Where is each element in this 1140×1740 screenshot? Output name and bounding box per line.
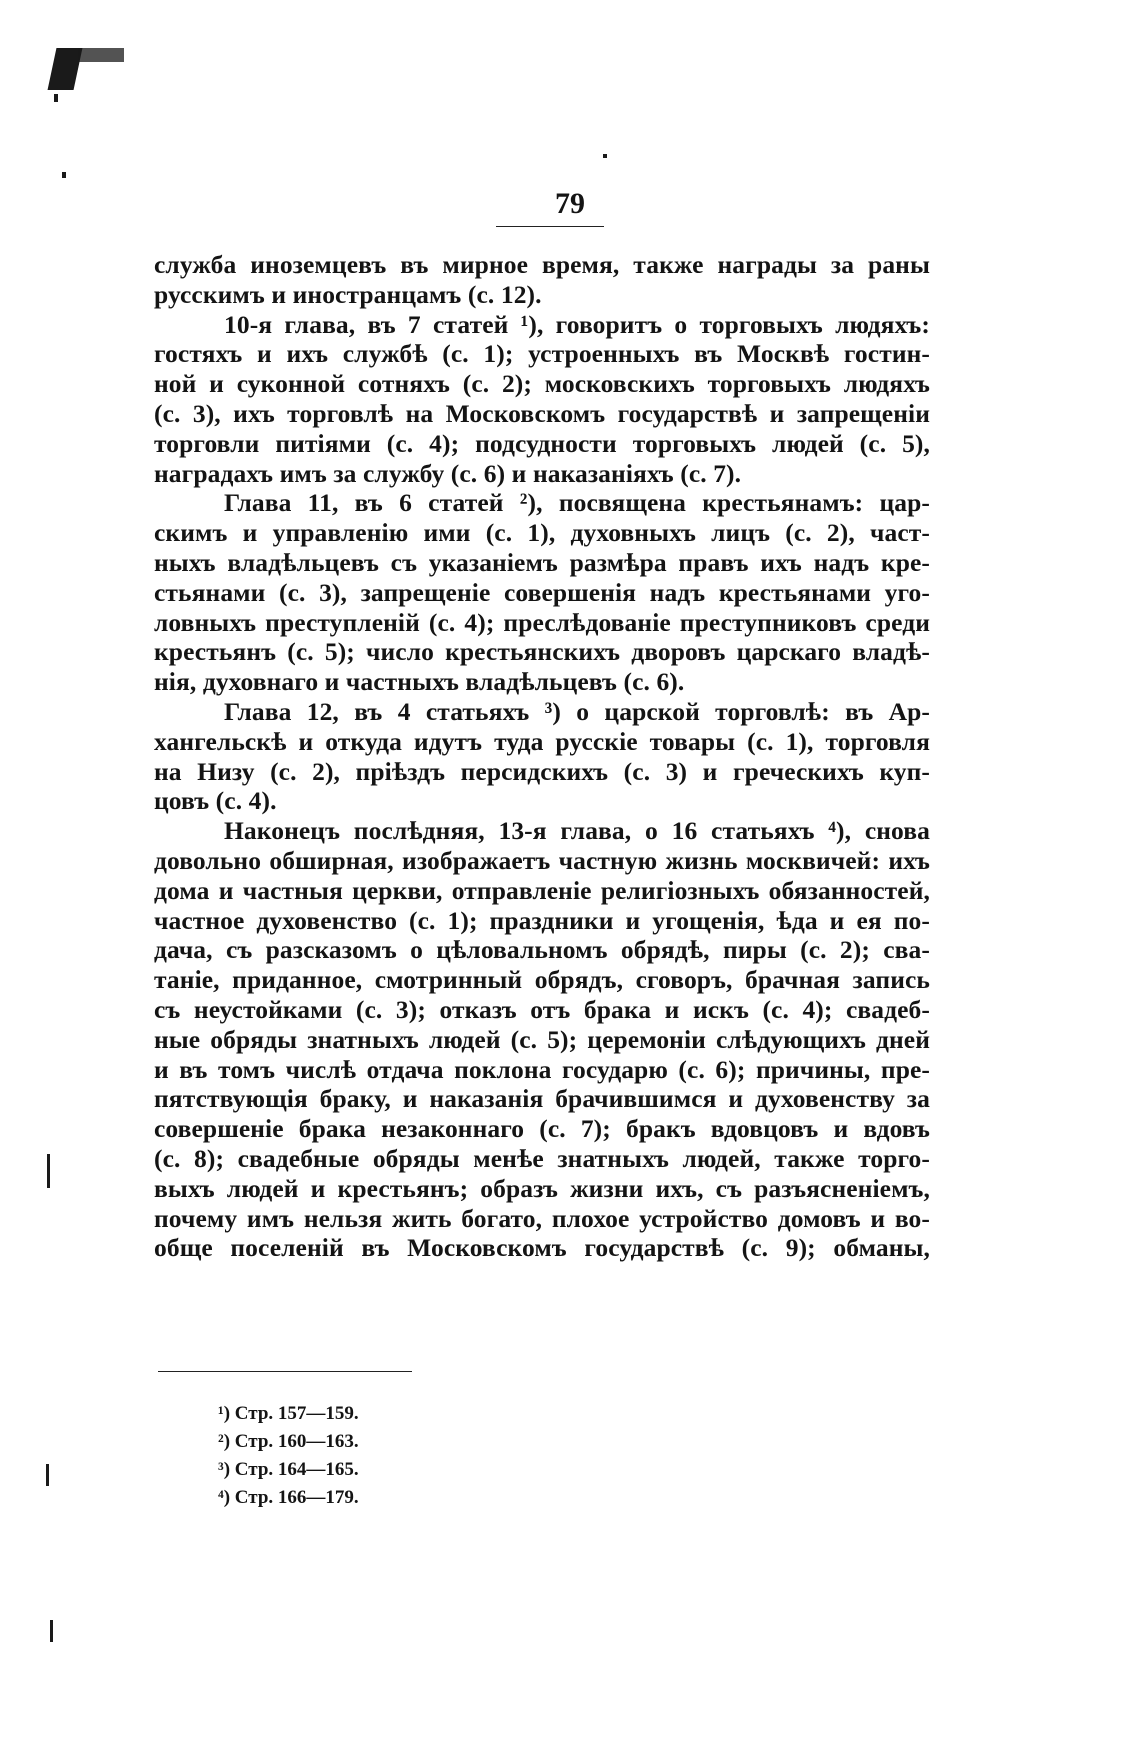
text-line: русскимъ и иностранцамъ (с. 12).	[154, 279, 542, 309]
text-line: наградахъ имъ за службу (с. 6) и наказаніяхъ (с. 7).	[154, 458, 742, 488]
scan-corner-mark	[78, 48, 124, 62]
text-line: нія, духовнаго и частныхъ владѣльцевъ (с. 6).	[154, 667, 685, 697]
header-rule	[496, 226, 604, 227]
scan-speck	[603, 154, 607, 158]
footnote-text: Стр. 164—165.	[234, 1459, 359, 1480]
text-line: довольно обширная, изображаетъ частную жизнь москвичей: ихъ	[154, 845, 930, 875]
text-line: пятствующія браку, и наказанія брачившимся и духовенству за	[154, 1084, 930, 1114]
scan-speck	[62, 172, 66, 178]
body-text	[154, 250, 930, 1263]
text-line: выхъ людей и крестьянъ; образъ жизни ихъ, съ разъясненіемъ,	[154, 1173, 930, 1203]
scan-speck	[46, 1464, 49, 1486]
scan-speck	[50, 1620, 53, 1642]
text-line: совершеніе брака незаконнаго (с. 7); бракъ вдовцовъ и вдовъ	[154, 1114, 930, 1144]
footnote	[218, 1456, 359, 1484]
text-line: обще поселеній въ Московскомъ государствѣ (с. 9); обманы,	[154, 1233, 930, 1263]
text-line: ныхъ владѣльцевъ съ указаніемъ размѣра правъ ихъ надъ кре-	[154, 547, 930, 577]
text-line: ные обряды знатныхъ людей (с. 5); церемоніи слѣдующихъ дней	[154, 1024, 930, 1054]
text-line: гостяхъ и ихъ службѣ (с. 1); устроенныхъ въ Москвѣ гостин-	[154, 339, 930, 369]
text-line: и въ томъ числѣ отдача поклона государю (с. 6); причины, пре-	[154, 1054, 930, 1084]
text-line: ной и суконной сотняхъ (с. 2); московскихъ торговыхъ людяхъ	[154, 369, 930, 399]
text-line: Наконецъ послѣдняя, 13-я глава, о 16 статьяхъ ⁴), снова	[224, 816, 930, 846]
text-line: ловныхъ преступленій (с. 4); преслѣдованіе преступниковъ среди	[154, 607, 930, 637]
text-line: (с. 8); свадебные обряды менѣе знатныхъ людей, также торго-	[154, 1143, 930, 1173]
footnote-text: Стр. 160—163.	[234, 1431, 359, 1452]
footnote	[218, 1428, 359, 1456]
footnote-text: Стр. 166—179.	[234, 1487, 359, 1508]
text-line: 10-я глава, въ 7 статей ¹), говоритъ о торговыхъ людяхъ:	[224, 309, 930, 339]
text-line: почему имъ нельзя жить богато, плохое устройство домовъ и во-	[154, 1203, 930, 1233]
footnote-text: Стр. 157—159.	[234, 1403, 359, 1424]
footnote-marker: ³)	[218, 1459, 231, 1480]
text-line: торговли питіями (с. 4); подсудности торговыхъ людей (с. 5),	[154, 428, 930, 458]
text-line: цовъ (с. 4).	[154, 786, 277, 816]
footnote-rule	[158, 1371, 412, 1372]
footnote-marker: ⁴)	[218, 1487, 231, 1508]
footnote	[218, 1484, 359, 1512]
text-line: служба иноземцевъ въ мирное время, также награды за раны	[154, 250, 930, 279]
text-line: крестьянъ (с. 5); число крестьянскихъ дворовъ царскаго владѣ-	[154, 637, 930, 667]
page-number: 79	[555, 187, 585, 220]
text-line: стьянами (с. 3), запрещеніе совершенія надъ крестьянами уго-	[154, 577, 930, 607]
text-line: частное духовенство (с. 1); праздники и угощенія, ѣда и ея по-	[154, 905, 930, 935]
text-line: хангельскѣ и откуда идутъ туда русскіе товары (с. 1), торговля	[154, 726, 930, 756]
footnotes	[218, 1400, 359, 1512]
text-line: таніе, приданное, смотринный обрядъ, сговоръ, брачная запись	[154, 965, 930, 995]
text-line: на Низу (с. 2), пріѣздъ персидскихъ (с. 3) и греческихъ куп-	[154, 756, 930, 786]
footnote-marker: ²)	[218, 1431, 231, 1452]
scan-speck	[47, 1154, 50, 1188]
text-line: Глава 11, въ 6 статей ²), посвящена крестьянамъ: цар-	[224, 488, 930, 518]
text-line: скимъ и управленію ими (с. 1), духовныхъ лицъ (с. 2), част-	[154, 518, 930, 548]
text-line: Глава 12, въ 4 статьяхъ ³) о царской торговлѣ: въ Ар-	[224, 696, 930, 726]
text-line: съ неустойками (с. 3); отказъ отъ брака и искъ (с. 4); свадеб-	[154, 994, 930, 1024]
text-line: дача, съ разсказомъ о цѣловальномъ обрядѣ, пиры (с. 2); сва-	[154, 935, 930, 965]
scan-speck	[54, 94, 58, 102]
footnote	[218, 1400, 359, 1428]
text-line: дома и частныя церкви, отправленіе религіозныхъ обязанностей,	[154, 875, 930, 905]
text-line: (с. 3), ихъ торговлѣ на Московскомъ государствѣ и запрещеніи	[154, 398, 930, 428]
footnote-marker: ¹)	[218, 1403, 231, 1424]
